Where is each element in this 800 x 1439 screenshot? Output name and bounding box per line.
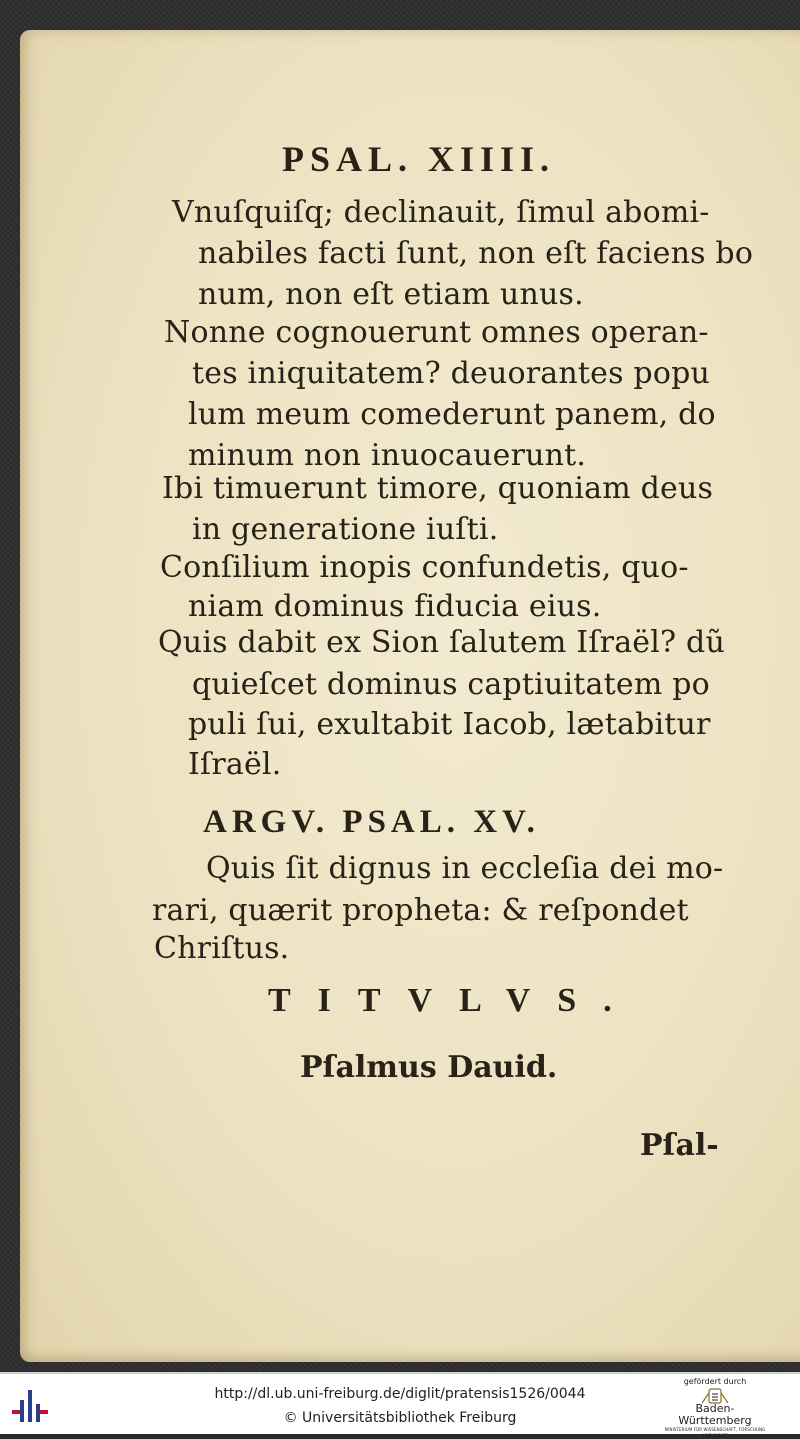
argument-line-2: rari, quærit propheta: & reſpondet [152, 893, 689, 928]
verse-1-line-2: nabiles facti ſunt, non eſt faciens bo [198, 236, 754, 271]
verse-1-line-3: num, non eſt etiam unus. [198, 277, 584, 312]
verse-2-line-2: tes iniquitatem? deuorantes popu [192, 356, 711, 391]
verse-4-line-1: Conſilium inopis confundetis, quo- [160, 550, 689, 585]
titulus-heading: TITVLVS. [268, 982, 639, 1019]
sponsor-ministry: MINISTERIUM FÜR WISSENSCHAFT, FORSCHUNG UND KUNST [664, 1427, 766, 1438]
verse-5-line-2: quieſcet dominus captiuitatem po [192, 667, 710, 702]
verse-3-line-2: in generatione iuſti. [192, 512, 499, 547]
sponsor-label: gefördert durch [683, 1377, 747, 1386]
verse-3-line-1: Ibi timuerunt timore, quoniam deus [162, 471, 714, 506]
argument-line-1: Quis ſit dignus in eccleſia dei mo- [206, 851, 724, 886]
argument-line-3: Chriſtus. [154, 931, 290, 966]
verse-5-line-3: puli ſui, exultabit Iacob, lætabitur [188, 707, 711, 742]
sponsor-block [660, 1377, 770, 1438]
source-url[interactable]: http://dl.ub.uni-freiburg.de/diglit/pratensis1526/0044 [214, 1386, 586, 1402]
catchword: Pſal- [640, 1128, 719, 1163]
verse-5-line-1: Quis dabit ex Sion ſalutem Iſraël? dũ [158, 625, 725, 660]
book-page [20, 30, 800, 1362]
titulus-text: Pſalmus Dauid. [300, 1050, 558, 1085]
verse-2-line-1: Nonne cognouerunt omnes operan- [164, 315, 709, 350]
argument-heading: ARGV. PSAL. XV. [203, 804, 540, 840]
state-crest-icon [700, 1387, 730, 1405]
psalm-heading: PSAL. XIIII. [282, 139, 556, 179]
copyright-notice: © Universitätsbibliothek Freiburg [283, 1410, 517, 1426]
sponsor-name: Baden-Württemberg [678, 1402, 752, 1427]
verse-1-line-1: Vnuſquiſq; declinauit, ſimul abomi- [172, 195, 710, 230]
viewer-footer [0, 1372, 800, 1438]
verse-5-line-4: Iſraël. [188, 747, 282, 782]
verse-4-line-2: niam dominus fiducia eius. [188, 589, 602, 624]
verse-2-line-4: minum non inuocauerunt. [188, 438, 587, 473]
verse-2-line-3: lum meum comederunt panem, do [188, 397, 716, 432]
